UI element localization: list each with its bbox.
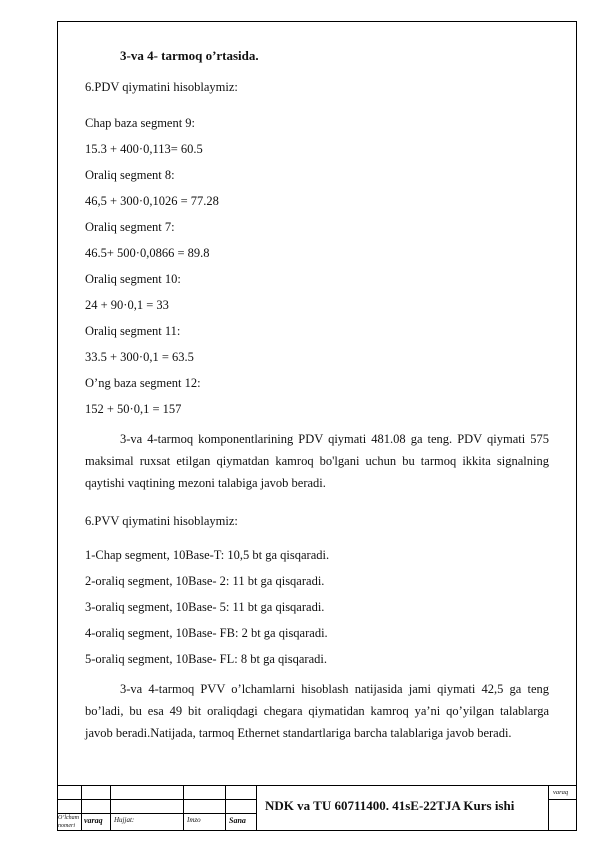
pdv-paragraph: 3-va 4-tarmoq komponentlarining PDV qiymati 481.08 ga teng. PDV qiymati 575 maksimal ruxsat etilgan qiymatdan kamroq bo'lgani uchun bu tarmoq ikkita signalning qaytishi vaqtining mezoni talabiga javob beradi. <box>85 432 549 490</box>
stamp-col-line <box>548 785 549 831</box>
pdv-line: Chap baza segment 9: <box>85 116 196 130</box>
stamp-row-line <box>548 799 577 800</box>
section-heading: 3-va 4- tarmoq o’rtasida. <box>120 48 259 63</box>
stamp-varaq-label: varaq <box>553 789 569 796</box>
stamp-olcham-label: O’lcham <box>58 815 79 821</box>
document-code-title: NDK va TU 60711400. 41sE-22TJA Kurs ishi <box>265 798 515 813</box>
pdv-line: 33.5 + 300·0,1 = 63.5 <box>85 350 194 364</box>
pdv-line: Oraliq segment 10: <box>85 272 181 286</box>
pdv-line: 46.5+ 500·0,0866 = 89.8 <box>85 246 210 260</box>
pdv-title: 6.PDV qiymatini hisoblaymiz: <box>85 80 238 94</box>
stamp-hujjat-col: Hujjat: <box>114 816 135 824</box>
pdv-line: 15.3 + 400·0,113= 60.5 <box>85 142 203 156</box>
stamp-col-line <box>110 785 111 831</box>
pvv-line: 4-oraliq segment, 10Base- FB: 2 bt ga qisqaradi. <box>85 626 328 640</box>
stamp-sana-col: Sana <box>229 816 246 825</box>
pdv-line: 24 + 90·0,1 = 33 <box>85 298 169 312</box>
pdv-line: Oraliq segment 8: <box>85 168 175 182</box>
stamp-col-line <box>256 785 257 831</box>
pvv-line: 3-oraliq segment, 10Base- 5: 11 bt ga qisqaradi. <box>85 600 325 614</box>
stamp-col-line <box>183 785 184 831</box>
stamp-imzo-col: Imzo <box>187 816 201 824</box>
stamp-nomeri-label: nomeri <box>58 823 75 829</box>
stamp-col-line <box>225 785 226 831</box>
stamp-row-line <box>57 813 256 814</box>
pdv-line: 152 + 50·0,1 = 157 <box>85 402 182 416</box>
pvv-paragraph: 3-va 4-tarmoq PVV o’lchamlarni hisoblash natijasida jami qiymati 42,5 ga teng bo’ladi, bu esa 49 bit oraliqdagi chegara qiymatidan kamroq ya’ni qo’yilgan talablarga javob beradi.Natijada, tarmoq Ethernet standartlariga barcha talablariga javob beradi. <box>85 682 549 740</box>
pvv-line: 2-oraliq segment, 10Base- 2: 11 bt ga qisqaradi. <box>85 574 325 588</box>
stamp-col-line <box>81 785 82 831</box>
pdv-line: Oraliq segment 11: <box>85 324 181 338</box>
pvv-line: 1-Chap segment, 10Base-T: 10,5 bt ga qisqaradi. <box>85 548 330 562</box>
pvv-title: 6.PVV qiymatini hisoblaymiz: <box>85 514 238 528</box>
pdv-line: Oraliq segment 7: <box>85 220 175 234</box>
stamp-varaq-col: varaq <box>84 816 103 825</box>
stamp-top-line <box>57 785 577 786</box>
stamp-row-line <box>57 799 256 800</box>
pdv-line: O’ng baza segment 12: <box>85 376 201 390</box>
pdv-line: 46,5 + 300·0,1026 = 77.28 <box>85 194 219 208</box>
pvv-line: 5-oraliq segment, 10Base- FL: 8 bt ga qisqaradi. <box>85 652 327 666</box>
